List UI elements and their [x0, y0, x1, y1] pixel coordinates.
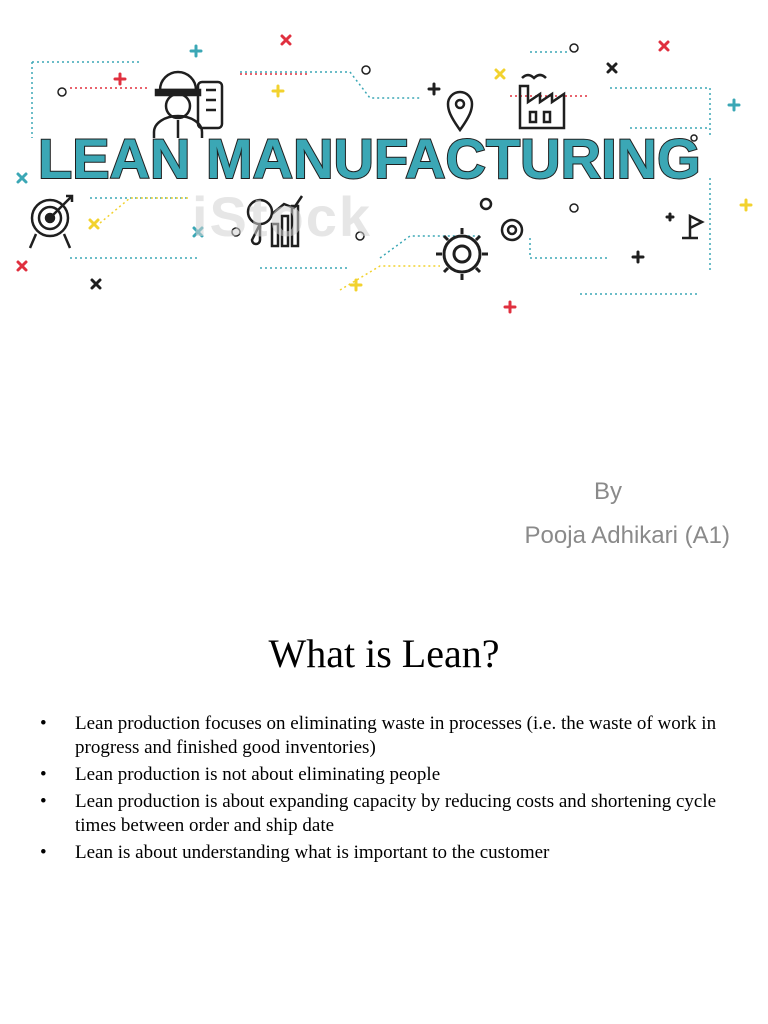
slide-title: What is Lean?: [268, 631, 500, 676]
bullet-list: [38, 712, 738, 868]
what-is-lean-slide: [0, 590, 768, 1024]
factory-icon: [520, 75, 564, 128]
blueprint-icon: [198, 82, 222, 128]
bullet-icon: •: [40, 764, 47, 785]
small-gear-icon: [481, 199, 522, 240]
flag-icon: [682, 216, 702, 238]
bullet-icon: •: [40, 713, 47, 734]
banner-title: LEAN MANUFACTURING: [38, 127, 701, 190]
list-item: [38, 712, 738, 760]
list-item: [38, 790, 738, 838]
bullet-text: Lean is about understanding what is important to the customer: [75, 842, 550, 863]
bullet-text: Lean production focuses on eliminating waste in processes (i.e. the waste of work in progress and finished good inventories): [75, 713, 717, 758]
bullet-text: Lean production is about expanding capacity by reducing costs and shortening cycle times between order and ship date: [75, 791, 717, 836]
bullet-icon: •: [40, 791, 47, 812]
location-pin-icon: [448, 92, 472, 130]
bullet-icon: •: [40, 842, 47, 863]
author-name: Pooja Adhikari (A1): [524, 522, 730, 549]
list-item: [38, 763, 738, 787]
list-item: [38, 841, 738, 865]
watermark: iStock: [192, 185, 373, 248]
by-label: By: [593, 478, 622, 505]
target-icon: [30, 196, 72, 248]
bullet-text: Lean production is not about eliminating people: [75, 764, 441, 785]
